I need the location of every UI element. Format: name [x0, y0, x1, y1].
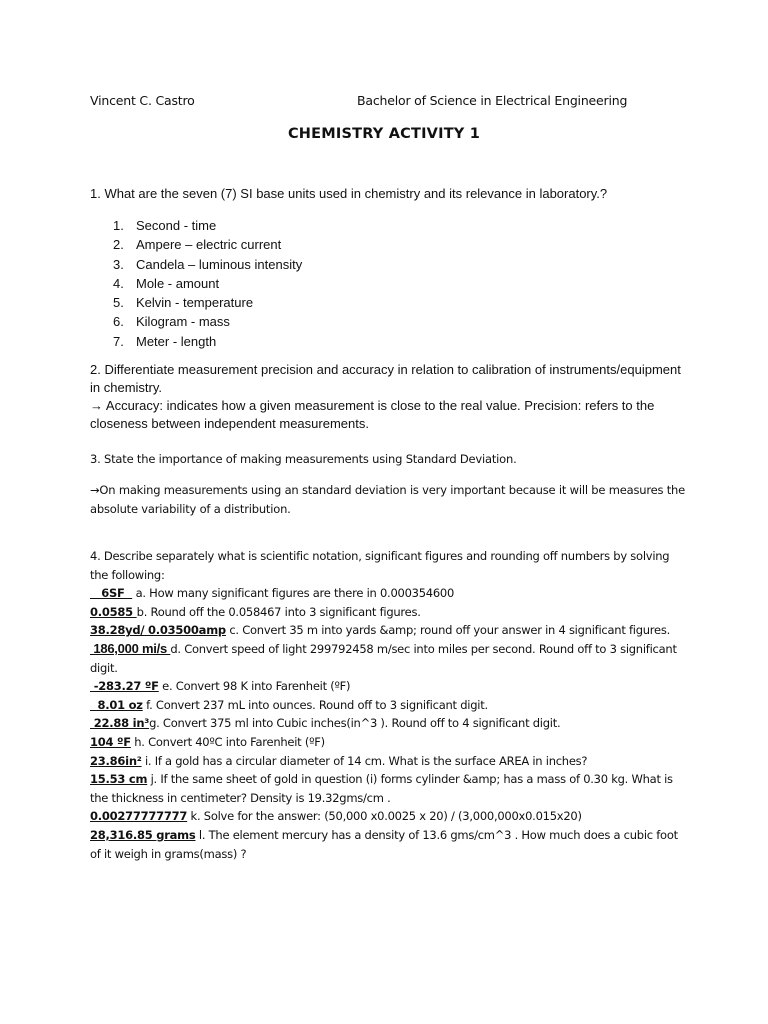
problem-item	[90, 807, 690, 826]
list-number: 7.	[113, 333, 124, 349]
question-4-text: 4. Describe separately what is scientific notation, significant figures and rounding off numbers by solving the following:	[90, 549, 670, 582]
problem-item	[90, 752, 690, 771]
list-number: 6.	[113, 314, 124, 330]
problem-text: h. Convert 40ºC into Farenheit (ºF)	[130, 734, 325, 749]
question-1: 1. What are the seven (7) SI base units used in chemistry and its relevance in laboratory.?	[90, 186, 608, 201]
list-item	[113, 235, 302, 254]
answer-value: -283.27 ºF	[90, 679, 159, 694]
page-title: CHEMISTRY ACTIVITY 1	[287, 126, 481, 142]
list-item	[113, 255, 302, 274]
answer-value: 38.28yd/ 0.03500amp	[90, 623, 226, 638]
list-text: Mole - amount	[136, 275, 220, 291]
list-item	[113, 312, 302, 331]
list-text: Candela – luminous intensity	[136, 256, 303, 272]
answer-value: 0.0585	[90, 604, 137, 619]
list-text: Meter - length	[136, 333, 217, 349]
problem-text: f. Convert 237 mL into ounces. Round off to 3 significant digit.	[142, 697, 488, 712]
list-number: 2.	[113, 237, 124, 253]
answer-value: 22.88 in³	[90, 716, 150, 731]
list-text: Ampere – electric current	[136, 237, 282, 253]
question-4	[90, 547, 690, 863]
list-text: Second - time	[136, 218, 217, 233]
answer-value: 23.86in²	[90, 753, 142, 768]
answer-value: 0.00277777777	[90, 809, 188, 824]
list-number: 4.	[113, 275, 124, 291]
answer-value: 28,316.85 grams	[90, 827, 196, 842]
answer-value: 15.53 cm	[90, 772, 148, 787]
question-3: 3. State the importance of making measurements using Standard Deviation.	[90, 452, 517, 466]
question-3-answer: →On making measurements using an standard deviation is very important because it will be measures the absolute variability of a distribution.	[90, 483, 685, 516]
question-2-text: 2. Differentiate measurement precision and accuracy in relation to calibration of instruments/equipment in chemistry.	[90, 362, 681, 395]
list-item	[113, 274, 302, 293]
list-number: 3.	[113, 256, 124, 272]
answer-value: 104 ºF	[90, 734, 131, 749]
problem-text: k. Solve for the answer: (50,000 x0.0025 x 20) / (3,000,000x0.015x20)	[187, 809, 582, 824]
problem-item	[90, 733, 690, 752]
problem-text: d. Convert speed of light 299792458 m/sec into miles per second. Round off to 3 significant digit.	[90, 641, 677, 675]
author-name: Vincent C. Castro	[90, 93, 195, 108]
problem-item	[90, 603, 690, 622]
problem-item	[90, 770, 690, 807]
problem-item	[90, 584, 690, 603]
answer-value: 6SF	[90, 586, 133, 601]
problem-text: i. If a gold has a circular diameter of 14 cm. What is the surface AREA in inches?	[141, 753, 588, 768]
problem-item	[90, 826, 690, 863]
answer-value: 8.01 oz	[90, 697, 143, 712]
problem-item	[90, 696, 690, 715]
list-item	[113, 216, 302, 235]
problem-text: a. How many significant figures are there in 0.000354600	[132, 586, 455, 601]
list-text: Kelvin - temperature	[136, 295, 254, 311]
si-units-list	[113, 216, 302, 351]
list-number: 5.	[113, 295, 124, 311]
problem-item	[90, 640, 690, 677]
question-2	[90, 361, 690, 433]
problem-item	[90, 714, 690, 733]
problem-text: c. Convert 35 m into yards &amp; round off your answer in 4 significant figures.	[225, 623, 671, 638]
list-text: Kilogram - mass	[136, 314, 230, 330]
problem-item	[90, 621, 690, 640]
problem-text: e. Convert 98 K into Farenheit (ºF)	[158, 679, 351, 694]
problem-text: g. Convert 375 ml into Cubic inches(in^3 ). Round off to 4 significant digit.	[149, 716, 561, 731]
problem-text: j. If the same sheet of gold in question (i) forms cylinder &amp; has a mass of 0.30 kg. What is the thickness in centimeter? Density is 19.32gms/cm .	[90, 772, 673, 805]
list-item	[113, 332, 302, 351]
answer-value: 186,000 mi/s	[90, 640, 171, 656]
list-number: 1.	[113, 218, 124, 233]
degree-program: Bachelor of Science in Electrical Engineering	[357, 93, 628, 108]
problem-item	[90, 677, 690, 696]
problem-text: b. Round off the 0.058467 into 3 significant figures.	[136, 604, 421, 619]
header	[90, 93, 708, 113]
problem-text: l. The element mercury has a density of 13.6 gms/cm^3 . How much does a cubic foot of it weigh in grams(mass) ?	[90, 827, 678, 861]
list-item	[113, 293, 302, 312]
question-2-answer: → Accuracy: indicates how a given measurement is close to the real value. Precision: refers to the closeness between independent measurements.	[90, 398, 655, 431]
